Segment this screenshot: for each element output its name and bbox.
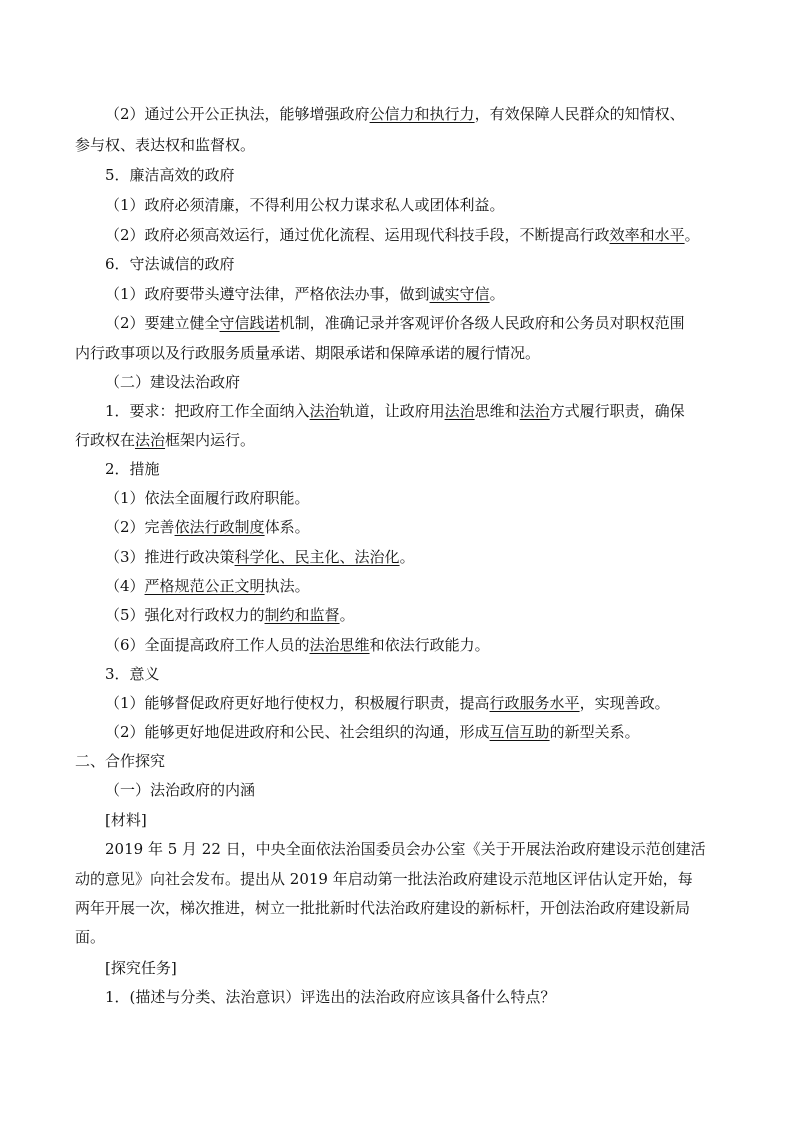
text-segment: 体系。 xyxy=(264,518,310,536)
text-segment: 机制，准确记录并客观评价各级人民政府和公务员对职权范围 xyxy=(279,314,685,332)
text-segment: 5．廉洁高效的政府 xyxy=(105,166,235,184)
text-segment: （二）建设法治政府 xyxy=(105,373,241,391)
section-heading xyxy=(0,367,794,397)
key-term: 法治 xyxy=(135,431,166,449)
text-segment: （1）能够督促政府更好地行使权力，积极履行职责，提高 xyxy=(105,694,490,712)
text-segment: 6．守法诚信的政府 xyxy=(105,255,235,273)
text-segment: （一）法治政府的内涵 xyxy=(105,781,256,799)
text-segment: ，有效保障人民群众的知情权、 xyxy=(474,105,685,123)
text-segment: 1．(描述与分类、法治意识）评选出的法治政府应该具备什么特点？ xyxy=(105,988,556,1006)
key-term: 公信力和执行力 xyxy=(369,105,475,123)
text-segment: （1）政府要带头遵守法律，严格依法办事，做到 xyxy=(105,285,430,303)
section-heading xyxy=(0,659,794,689)
text-line xyxy=(0,805,794,835)
key-term: 制约和监督 xyxy=(264,606,340,624)
text-line xyxy=(0,483,794,513)
text-line xyxy=(0,425,794,455)
text-segment: 轨道，让政府用 xyxy=(339,402,445,420)
text-segment: 思维和 xyxy=(474,402,520,420)
key-term: 守信践诺 xyxy=(219,314,280,332)
text-segment: 。 xyxy=(339,606,355,624)
text-segment: 方式履行职责，确保 xyxy=(549,402,685,420)
text-segment: 的新型关系。 xyxy=(549,723,640,741)
text-line xyxy=(0,279,794,309)
key-term: 效率和水平 xyxy=(609,226,685,244)
text-line xyxy=(0,922,794,952)
text-line xyxy=(0,893,794,923)
text-line xyxy=(0,220,794,250)
text-segment: 框架内运行。 xyxy=(165,431,256,449)
text-line xyxy=(0,99,794,129)
text-segment: 参与权、表达权和监督权。 xyxy=(75,136,256,154)
section-heading xyxy=(0,454,794,484)
text-segment: ，实现善政。 xyxy=(579,694,670,712)
text-segment: 内行政事项以及行政服务质量承诺、期限承诺和保障承诺的履行情况。 xyxy=(75,344,541,362)
text-segment: 面。 xyxy=(75,928,106,946)
key-term: 法治 xyxy=(309,402,340,420)
key-term: 法治 xyxy=(444,402,475,420)
text-segment: （2）要建立健全 xyxy=(105,314,220,332)
text-line xyxy=(0,688,794,718)
key-term: 严格规范公正文明 xyxy=(144,577,265,595)
text-segment: （1）政府必须清廉，不得利用公权力谋求私人或团体利益。 xyxy=(105,196,505,214)
text-line xyxy=(0,308,794,338)
text-line xyxy=(0,130,794,160)
text-segment: （6）全面提高政府工作人员的 xyxy=(105,636,310,654)
key-term: 科学化、民主化、法治化 xyxy=(234,548,400,566)
text-segment: [探究任务] xyxy=(105,959,177,977)
text-line xyxy=(0,190,794,220)
text-segment: 二、合作探究 xyxy=(75,752,166,770)
text-segment: 。 xyxy=(489,285,505,303)
text-segment: （2）完善 xyxy=(105,518,175,536)
section-heading xyxy=(0,160,794,190)
text-segment: （2）政府必须高效运行，通过优化流程、运用现代科技手段，不断提高行政 xyxy=(105,226,610,244)
text-line xyxy=(0,834,794,864)
text-segment: （5）强化对行政权力的 xyxy=(105,606,265,624)
text-segment: 和依法行政能力。 xyxy=(369,636,490,654)
text-segment: 1．要求：把政府工作全面纳入 xyxy=(105,402,310,420)
section-heading xyxy=(0,249,794,279)
text-segment: 。 xyxy=(399,548,415,566)
text-line xyxy=(0,717,794,747)
text-line xyxy=(0,864,794,894)
text-segment: 两年开展一次，梯次推进，树立一批批新时代法治政府建设的新标杆，开创法治政府建设新局 xyxy=(75,899,691,917)
text-line xyxy=(0,542,794,572)
text-line xyxy=(0,512,794,542)
text-segment: （3）推进行政决策 xyxy=(105,548,235,566)
key-term: 行政服务水平 xyxy=(489,694,580,712)
text-segment: [材料] xyxy=(105,811,147,829)
section-heading xyxy=(0,775,794,805)
key-term: 互信互助 xyxy=(489,723,550,741)
text-segment: 3．意义 xyxy=(105,665,160,683)
text-segment: 2019 年 5 月 22 日，中央全面依法治国委员会办公室《关于开展法治政府建设示范创建活 xyxy=(105,840,706,858)
text-segment: （1）依法全面履行政府职能。 xyxy=(105,489,310,507)
text-segment: 行政权在 xyxy=(75,431,136,449)
text-line xyxy=(0,953,794,983)
text-line xyxy=(0,571,794,601)
text-line xyxy=(0,338,794,368)
text-segment: （4） xyxy=(105,577,145,595)
key-term: 法治 xyxy=(519,402,550,420)
text-line xyxy=(0,600,794,630)
text-segment: （2）能够更好地促进政府和公民、社会组织的沟通，形成 xyxy=(105,723,490,741)
text-line xyxy=(0,630,794,660)
text-segment: 。 xyxy=(684,226,700,244)
text-segment: （2）通过公开公正执法，能够增强政府 xyxy=(105,105,370,123)
text-segment: 执法。 xyxy=(264,577,310,595)
text-line xyxy=(0,396,794,426)
key-term: 诚实守信 xyxy=(429,285,490,303)
text-line xyxy=(0,982,794,1012)
key-term: 依法行政制度 xyxy=(174,518,265,536)
section-heading xyxy=(0,746,794,776)
text-segment: 2．措施 xyxy=(105,460,160,478)
text-segment: 动的意见》向社会发布。提出从 2019 年启动第一批法治政府建设示范地区评估认定开始，每 xyxy=(75,870,693,888)
key-term: 法治思维 xyxy=(309,636,370,654)
